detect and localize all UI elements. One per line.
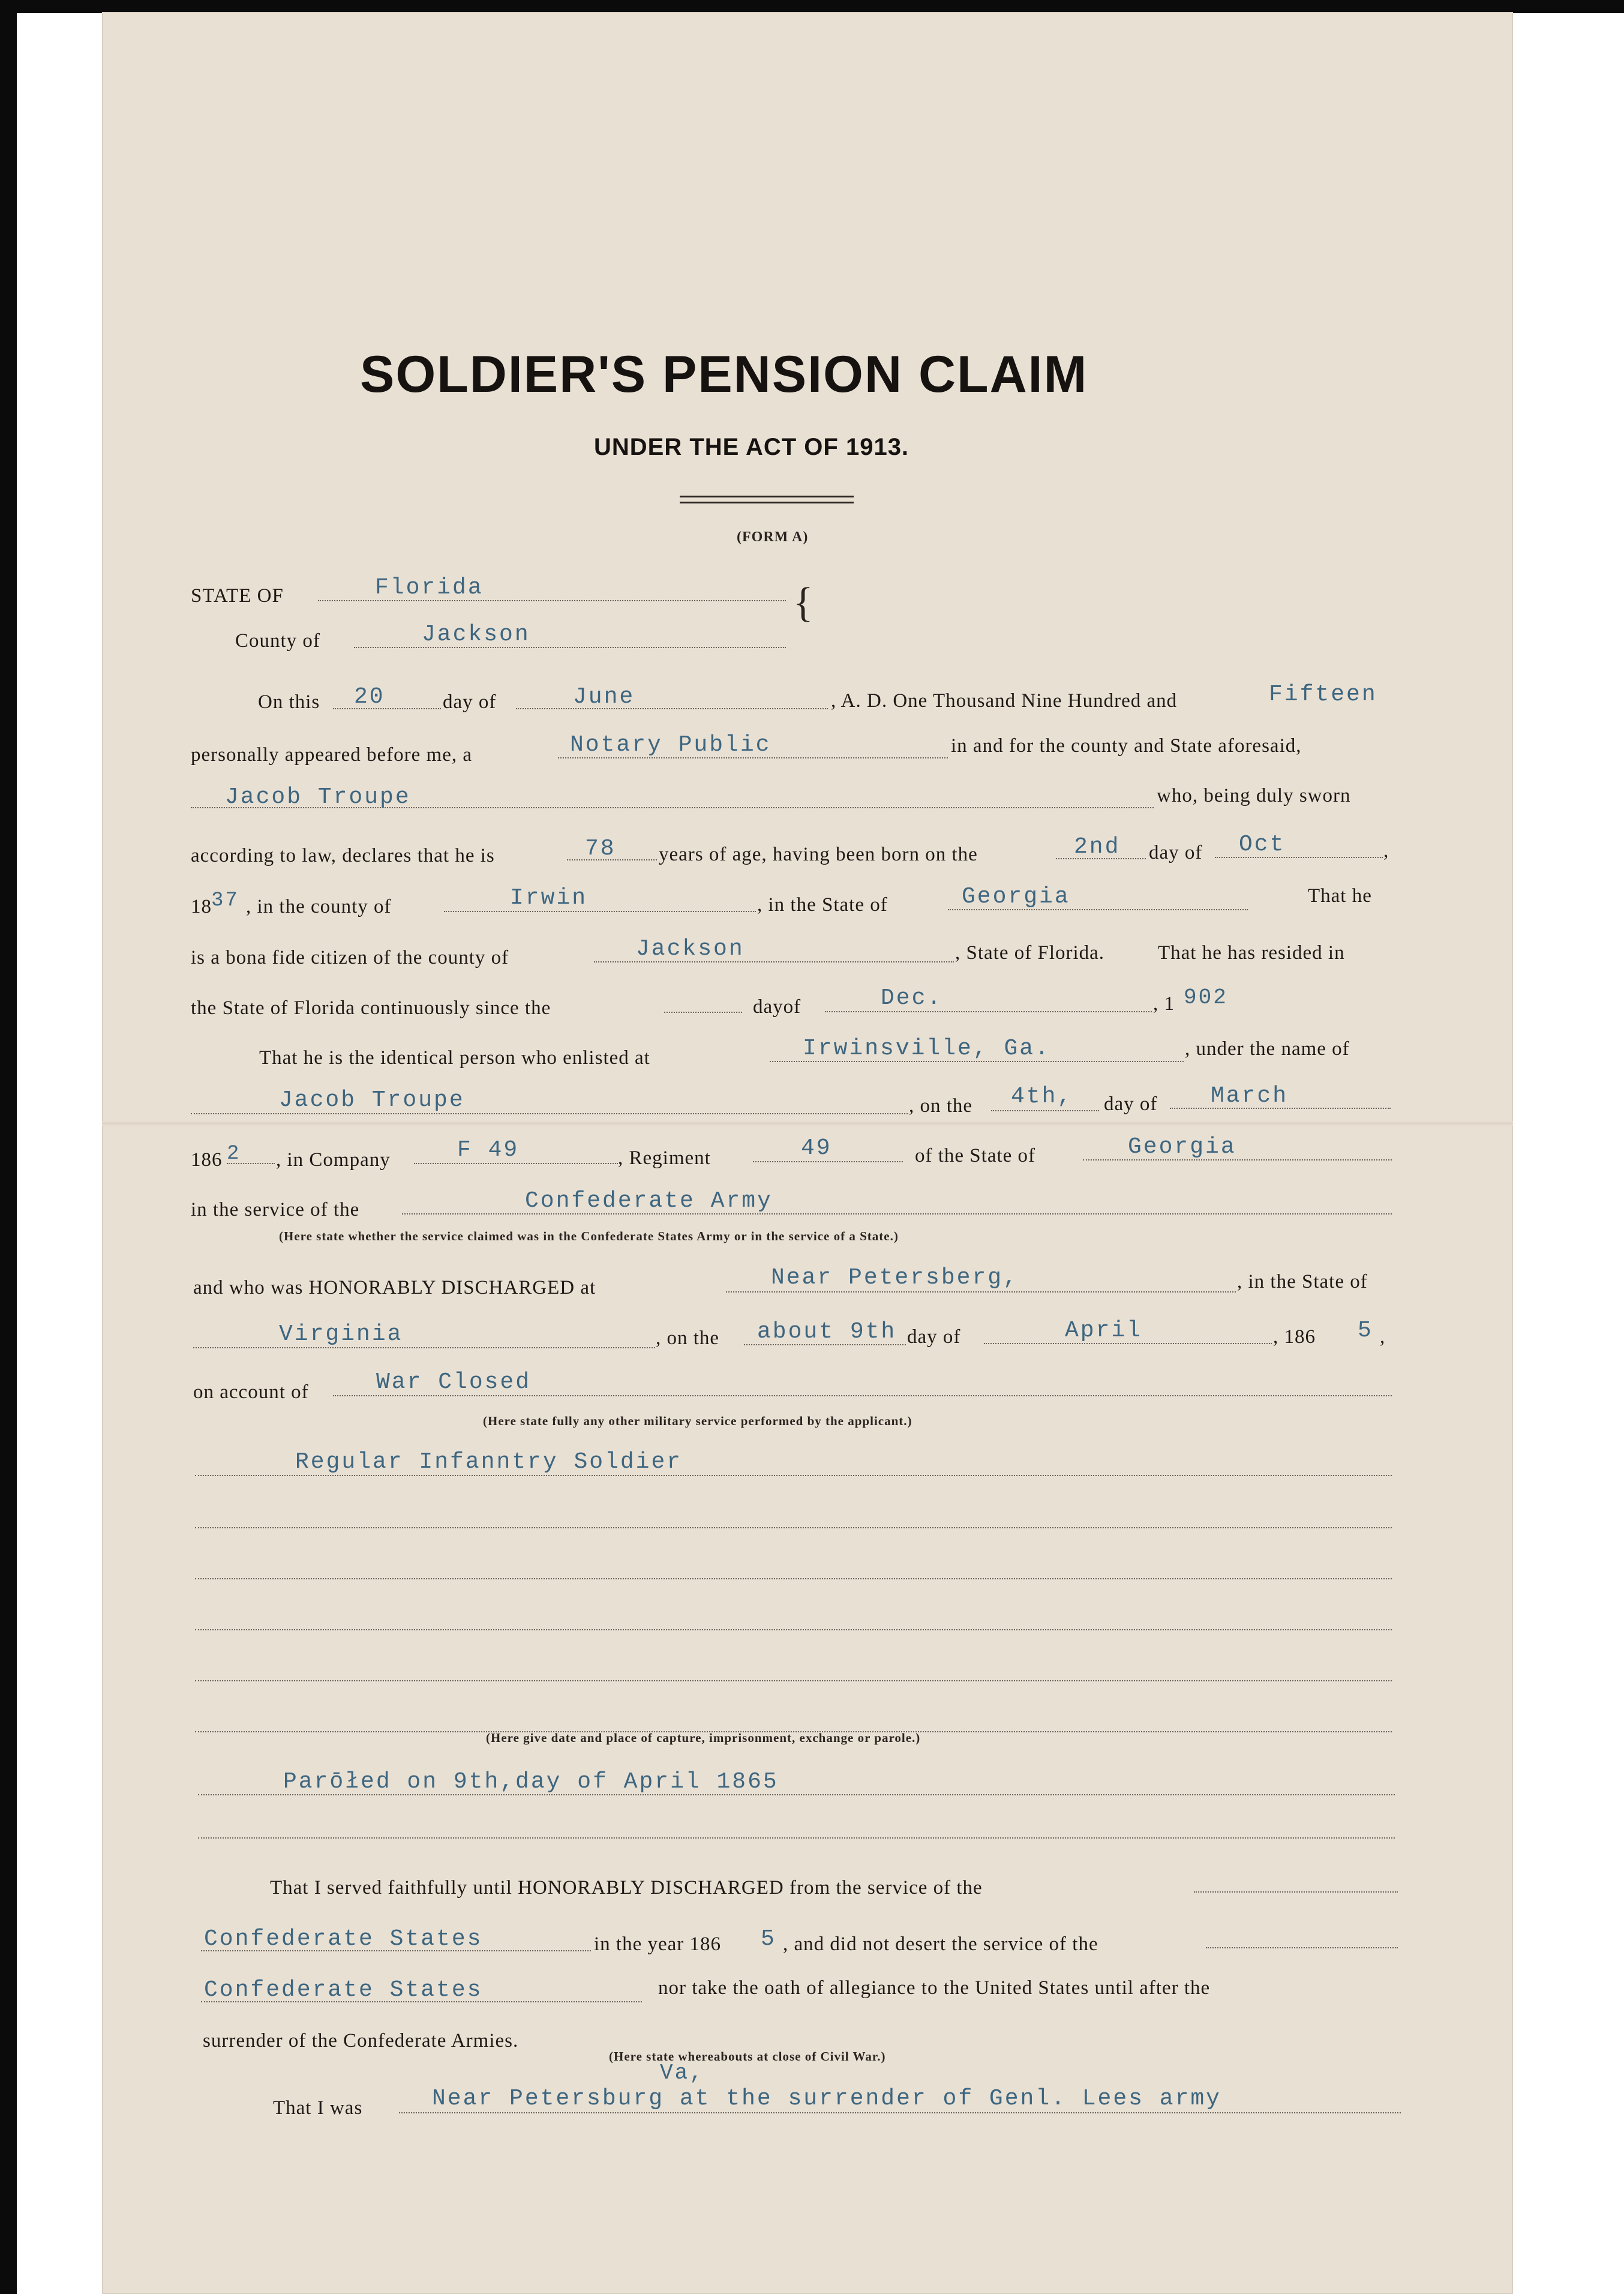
served-service-value: Confederate States <box>204 1926 483 1952</box>
parole-line-2 <box>198 1837 1395 1839</box>
age-value: 78 <box>585 836 616 862</box>
personally-label: personally appeared before me, a <box>191 744 473 766</box>
enlist-day-of-label: day of <box>1104 1093 1158 1115</box>
on-this-label: On this <box>258 691 320 713</box>
who-being-label: who, being duly sworn <box>1157 785 1351 806</box>
form-title: SOLDIER'S PENSION CLAIM <box>360 346 1088 403</box>
whereabouts-state-value: Va, <box>660 2061 704 2085</box>
citizen-county-value: Jackson <box>636 936 745 962</box>
enlist-year-suffix-value: 2 <box>227 1142 241 1165</box>
in-year-label: in the year 186 <box>594 1933 722 1955</box>
in-and-for-label: in and for the county and State aforesaid, <box>951 735 1302 757</box>
birth-county-line <box>444 911 756 912</box>
military-line-2 <box>195 1527 1392 1528</box>
comma-2: , <box>1380 1326 1386 1348</box>
birth-day-value: 2nd <box>1074 834 1121 860</box>
on-the-label-2: , on the <box>656 1327 720 1349</box>
dayof-label: dayof <box>753 996 802 1018</box>
day-of-label: day of <box>443 691 497 713</box>
resided-month-value: Dec. <box>881 985 943 1011</box>
resided-month-line <box>825 1011 1152 1012</box>
note-military: (Here state fully any other military service performed by the applicant.) <box>483 1414 912 1428</box>
served-end-line-2 <box>1206 1947 1398 1948</box>
discharged-at-value: Near Petersberg, <box>771 1265 1019 1291</box>
regiment-label: , Regiment <box>618 1147 711 1169</box>
state-value: Florida <box>375 575 484 601</box>
served-end-line <box>1194 1891 1398 1893</box>
parole-value: Parōłed on 9th,day of April 1865 <box>283 1769 779 1795</box>
discharge-state-line <box>193 1347 655 1348</box>
year-words-value: Fifteen <box>1269 682 1377 707</box>
not-desert-service-value: Confederate States <box>204 1977 483 2003</box>
enlist-day-line <box>991 1110 1099 1111</box>
military-line-4 <box>195 1629 1392 1630</box>
state-of-label: STATE OF <box>191 585 284 607</box>
that-he-label: That he <box>1308 885 1372 907</box>
discharge-month-value: April <box>1065 1318 1143 1344</box>
surrender-label: surrender of the Confederate Armies. <box>203 2030 519 2052</box>
month-value: June <box>573 684 635 710</box>
served-label: That I served faithfully until HONORABLY DISCHARGED from the service of the <box>270 1877 983 1899</box>
regiment-state-value: Georgia <box>1128 1134 1236 1160</box>
years-born-label: years of age, having been born on the <box>659 844 978 865</box>
enlisted-name-value: Jacob Troupe <box>279 1087 465 1113</box>
resided-year-suffix-value: 902 <box>1184 985 1228 1010</box>
whereabouts-value: Near Petersburg at the surrender of Genl. Lees army <box>432 2086 1221 2112</box>
enlisted-at-value: Irwinsville, Ga. <box>803 1036 1050 1061</box>
comma-1: , <box>1383 840 1389 862</box>
in-state-of-label: , in the State of <box>757 894 888 916</box>
birth-day-of-label: day of <box>1149 842 1203 863</box>
military-line-1 <box>195 1475 1392 1476</box>
ad-text: , A. D. One Thousand Nine Hundred and <box>831 690 1178 712</box>
according-label: according to law, declares that he is <box>191 845 495 866</box>
header-rule-bottom <box>680 502 854 503</box>
service-value: Confederate Army <box>525 1188 773 1214</box>
scan-border-left <box>0 0 17 2294</box>
enlist-day-value: 4th, <box>1011 1084 1073 1109</box>
on-account-label: on account of <box>193 1381 309 1403</box>
note-service: (Here state whether the service claimed was in the Confederate States Army or in the service of a State.) <box>279 1229 899 1243</box>
birth-county-value: Irwin <box>510 885 588 911</box>
discharge-day-value: about 9th <box>757 1319 897 1345</box>
county-line <box>354 647 786 648</box>
company-label: , in Company <box>276 1149 391 1171</box>
resided-day-line <box>664 1012 742 1013</box>
nor-oath-label: nor take the oath of allegiance to the United States until after the <box>658 1977 1211 1999</box>
birth-state-value: Georgia <box>962 884 1070 910</box>
discharge-state-value: Virginia <box>279 1321 403 1347</box>
header-rule-top <box>680 496 854 497</box>
day-value: 20 <box>354 684 385 710</box>
of-state-of-label: of the State of <box>915 1145 1036 1167</box>
continuously-label: the State of Florida continuously since the <box>191 997 551 1019</box>
county-value: Jackson <box>422 622 530 647</box>
enlist-year-prefix: 186 <box>191 1149 223 1171</box>
in-service-label: in the service of the <box>191 1199 360 1221</box>
honorably-label: and who was HONORABLY DISCHARGED at <box>193 1277 596 1299</box>
note-whereabouts: (Here state whereabouts at close of Civil War.) <box>609 2049 886 2064</box>
county-of-label: County of <box>235 630 320 652</box>
officer-value: Notary Public <box>570 732 772 758</box>
day-line <box>333 708 441 709</box>
birth-year-suffix-value: 37 <box>211 889 239 912</box>
form-label: (FORM A) <box>737 529 809 545</box>
military-line-3 <box>195 1578 1392 1579</box>
regiment-line <box>753 1161 903 1162</box>
regiment-value: 49 <box>801 1135 832 1161</box>
enlist-year-line <box>227 1163 275 1164</box>
not-desert-label: , and did not desert the service of the <box>783 1933 1098 1955</box>
on-the-label: , on the <box>909 1095 973 1117</box>
scan-border-top <box>0 0 1624 13</box>
discharge-day-of-label: day of <box>907 1326 961 1348</box>
whereabouts-line <box>399 2112 1401 2113</box>
enlisted-name-line <box>191 1113 908 1114</box>
military-line-5 <box>195 1680 1392 1681</box>
under-name-label: , under the name of <box>1185 1038 1350 1060</box>
discharge-year-suffix-value: 5 <box>1358 1318 1373 1344</box>
in-county-of-label: , in the county of <box>246 896 392 917</box>
birth-year-prefix: 18 <box>191 896 212 917</box>
in-state-of-label-2: , in the State of <box>1237 1271 1368 1293</box>
birth-month-value: Oct <box>1239 832 1286 857</box>
note-capture: (Here give date and place of capture, imprisonment, exchange or parole.) <box>486 1731 921 1745</box>
resided-year-prefix: , 1 <box>1153 993 1175 1015</box>
military-service-value: Regular Infanntry Soldier <box>295 1449 683 1475</box>
discharge-year-prefix: , 186 <box>1273 1326 1316 1348</box>
account-line <box>333 1395 1392 1396</box>
discharged-at-line <box>726 1291 1236 1293</box>
paper-fold-crease <box>102 1121 1513 1126</box>
month-line <box>516 708 828 709</box>
enlist-month-value: March <box>1211 1083 1289 1109</box>
resided-label: That he has resided in <box>1158 942 1345 964</box>
account-value: War Closed <box>376 1369 532 1395</box>
claimant-name-value: Jacob Troupe <box>225 784 411 810</box>
company-line <box>414 1163 618 1164</box>
state-fl-label: , State of Florida. <box>955 942 1105 964</box>
parole-line-1 <box>198 1794 1395 1795</box>
company-value: F 49 <box>457 1137 520 1163</box>
form-subtitle: UNDER THE ACT OF 1913. <box>594 434 909 460</box>
identical-label: That he is the identical person who enlisted at <box>259 1047 650 1069</box>
bona-fide-label: is a bona fide citizen of the county of <box>191 947 509 968</box>
brace-icon: { <box>793 580 814 626</box>
served-year-suffix-value: 5 <box>761 1926 776 1952</box>
that-i-was-label: That I was <box>273 2097 363 2119</box>
